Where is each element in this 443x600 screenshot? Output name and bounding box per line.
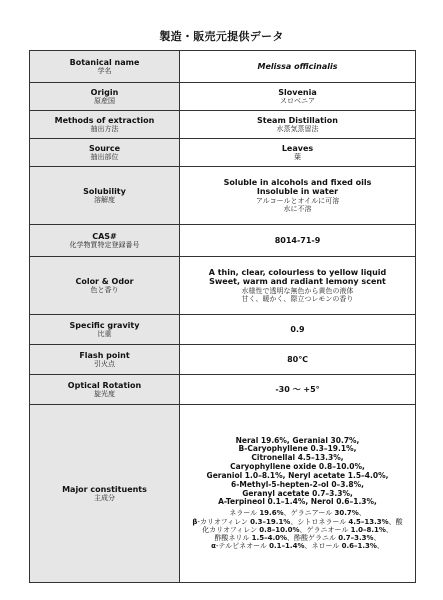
constituent-segment: 、酢酸ゲラニル [287, 534, 339, 542]
row-label [30, 167, 180, 225]
constituent-line-ja [182, 534, 413, 542]
row-value [180, 51, 416, 83]
value-en: Leaves [281, 143, 314, 153]
label-ja: 溶解度 [94, 196, 115, 205]
value-en-line: A thin, clear, colourless to yellow liquid [208, 267, 387, 277]
constituent-line-en: A-Terpineol 0.1–1.4%, Nerol 0.6–1.3%, [218, 497, 377, 507]
table-row [30, 225, 416, 257]
constituent-segment: 0.6–1.3% [341, 542, 377, 551]
constituent-segment: α [211, 542, 216, 551]
constituent-segment: -カリオフィレン [197, 517, 251, 526]
constituent-segment: 、ネロール [304, 542, 342, 551]
constituent-segment: 、シトロネラール [290, 517, 349, 526]
label-en: Origin [90, 87, 119, 97]
constituents-value [180, 405, 416, 583]
value-ja-line: 甘く、暖かく、際立つレモンの香り [241, 294, 354, 303]
row-value [180, 111, 416, 139]
constituent-segment: β [192, 517, 198, 526]
constituent-line-en: Caryophyllene oxide 0.8–10.0%, [230, 462, 365, 472]
table-row [30, 51, 416, 83]
value-ja: 水蒸気蒸留法 [276, 125, 319, 134]
row-label [30, 83, 180, 111]
row-value [180, 375, 416, 405]
cas-value: 8014-71-9 [274, 235, 321, 245]
spec-table [29, 50, 416, 583]
constituent-segment: 、 [385, 525, 393, 534]
value-ja-line: アルコールとオイルに可溶 [255, 196, 340, 205]
constituent-segment: 、 [358, 509, 366, 518]
value-en: Steam Distillation [257, 115, 338, 125]
constituent-segment: 0.1–1.4% [269, 542, 305, 551]
table-row [30, 83, 416, 111]
constituent-segment: ネラール [229, 509, 260, 518]
value-ja-line: 水に不溶 [283, 204, 312, 213]
specific-gravity-value: 0.9 [290, 324, 305, 334]
label-ja: 化学物質特定登録番号 [69, 241, 140, 250]
table-row [30, 375, 416, 405]
constituent-segment: 化カリオフィレン [202, 525, 260, 534]
label-ja: 原産国 [94, 97, 115, 106]
row-label [30, 345, 180, 375]
table-row [30, 167, 416, 225]
botanical-name-value: Melissa officinalis [257, 61, 338, 71]
constituents-ja [182, 509, 413, 550]
constituent-segment: -テルピネオール [215, 542, 270, 551]
constituent-line-en: Neral 19.6%, Geranial 30.7%, [235, 435, 360, 445]
row-label [30, 257, 180, 315]
constituent-segment: 、酸 [388, 517, 403, 526]
constituent-segment: 酢酸ネリル [214, 534, 252, 542]
row-value [180, 257, 416, 315]
table-row [30, 345, 416, 375]
constituent-segment: 、ゲラニオール [299, 525, 351, 534]
value-en-line: Sweet, warm and radiant lemony scent [209, 277, 386, 287]
value-en: Slovenia [278, 87, 317, 97]
label-en: Solubility [83, 186, 126, 196]
constituent-line-en: 6-Methyl-5-hepten-2-ol 0–3.8%, [231, 479, 364, 489]
flash-point-value: 80℃ [287, 354, 308, 364]
constituent-line-en: Citronellal 4.5–13.3%, [251, 453, 344, 463]
optical-rotation-value: -30 ～ +5° [275, 384, 320, 394]
table-row [30, 111, 416, 139]
label-en: Major constituents [62, 484, 147, 494]
row-label [30, 51, 180, 83]
value-en-line: Soluble in alcohols and fixed oils [223, 177, 372, 187]
row-label [30, 375, 180, 405]
constituent-segment: 1.0–8.1% [350, 525, 386, 534]
row-value [180, 345, 416, 375]
label-ja: 色と香り [90, 286, 119, 295]
value-ja: スロベニア [280, 97, 315, 106]
row-value [180, 225, 416, 257]
row-value [180, 139, 416, 167]
label-en: Optical Rotation [67, 380, 142, 390]
label-ja: 引火点 [94, 360, 115, 369]
value-en-line: Insoluble in water [256, 187, 339, 197]
label-ja: 主成分 [94, 494, 115, 503]
constituent-segment: 19.6% [259, 509, 284, 518]
page-title: 製造・販売元提供データ [159, 30, 284, 43]
constituents-en [182, 437, 413, 508]
table-row [30, 405, 416, 583]
row-value [180, 83, 416, 111]
label-ja: 学名 [97, 67, 112, 76]
table-row [30, 315, 416, 345]
label-en: CAS# [92, 231, 117, 241]
label-ja: 旋光度 [94, 390, 115, 399]
constituent-segment: 0.7–3.3% [338, 534, 374, 542]
table-row [30, 257, 416, 315]
constituent-segment: 、 [373, 534, 381, 542]
label-en: Flash point [79, 350, 130, 360]
label-en: Specific gravity [69, 320, 140, 330]
label-ja: 抽出方法 [90, 125, 119, 134]
constituent-segment: 30.7% [334, 509, 359, 518]
row-value [180, 167, 416, 225]
table-row [30, 139, 416, 167]
constituent-line-ja [182, 526, 413, 534]
constituent-segment: 、ゲラニアール [283, 509, 335, 518]
row-label [30, 315, 180, 345]
constituent-line-en: Geranyl acetate 0.7–3.3%, [242, 488, 353, 498]
constituent-segment: 4.5–13.3% [348, 517, 389, 526]
value-ja-line: 水様性で透明な無色から黄色の液体 [241, 286, 354, 295]
label-en: Methods of extraction [54, 115, 155, 125]
row-label [30, 111, 180, 139]
constituent-segment: 0.8–10.0% [259, 525, 300, 534]
row-label [30, 405, 180, 583]
constituent-line-en: B-Caryophyllene 0.3–19.1%, [238, 444, 357, 454]
row-label [30, 225, 180, 257]
constituent-segment: 、 [376, 542, 384, 551]
label-ja: 抽出部位 [90, 153, 119, 162]
value-ja: 葉 [294, 153, 301, 162]
constituent-line-ja [182, 509, 413, 517]
constituent-line-en: Geraniol 1.0–8.1%, Neryl acetate 1.5–4.0%, [206, 470, 389, 480]
constituent-line-ja [182, 518, 413, 526]
label-en: Source [88, 143, 121, 153]
constituent-line-ja [182, 542, 413, 550]
row-value [180, 315, 416, 345]
constituent-segment: 0.3–19.1% [250, 517, 291, 526]
row-label [30, 139, 180, 167]
constituent-segment: 1.5–4.0% [251, 534, 287, 542]
label-en: Botanical name [69, 57, 140, 67]
label-en: Color & Odor [75, 276, 134, 286]
label-ja: 比重 [97, 330, 112, 339]
